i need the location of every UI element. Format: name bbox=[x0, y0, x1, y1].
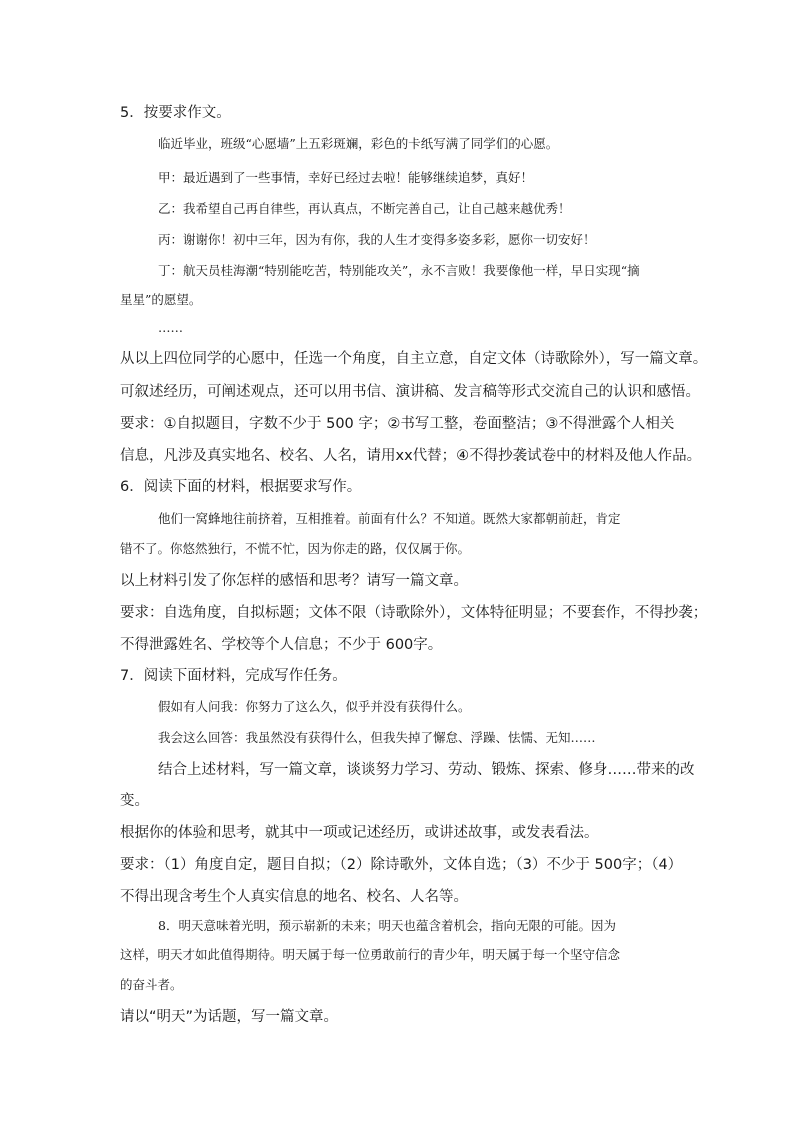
q7-requirement-line: 不得出现含考生个人真实信息的地名、校名、人名等。 bbox=[120, 889, 468, 905]
q5-instruction-line: 从以上四位同学的心愿中，任选一个角度，自主立意，自定文体（诗歌除外），写一篇文章。 bbox=[120, 351, 708, 367]
q5-requirement-line: 要求：①自拟题目，字数不少于 500 字；②书写工整，卷面整洁；③不得泄露个人相关 bbox=[120, 416, 675, 432]
q7-requirement-line: 要求：（1）角度自定，题目自拟；（2）除诗歌外，文体自选；（3）不少于 500字；（4） bbox=[120, 857, 683, 873]
q6-requirement-line: 不得泄露姓名、学校等个人信息；不少于 600字。 bbox=[120, 637, 443, 653]
q7-instruction-line: 变。 bbox=[120, 793, 149, 809]
q6-material-line: 他们一窝蜂地往前挤着，互相推着。前面有什么？不知道。既然大家都朝前赶，肯定 bbox=[158, 511, 621, 526]
q6-requirement-line: 要求：自选角度，自拟标题；文体不限（诗歌除外），文体特征明显；不要套作，不得抄袭； bbox=[120, 605, 708, 621]
q8-material-line: 的奋斗者。 bbox=[120, 977, 183, 992]
q7-instruction-line: 结合上述材料，写一篇文章，谈谈努力学习、劳动、锻炼、探索、修身……带来的改 bbox=[158, 762, 695, 778]
q8-material-line: 这样，明天才如此值得期待。明天属于每一位勇敢前行的青少年，明天属于每一个坚守信念 bbox=[120, 947, 621, 962]
q5-instruction-line: 可叙述经历，可阐述观点，还可以用书信、演讲稿、发言稿等形式交流自己的认识和感悟。 bbox=[120, 384, 700, 400]
q6-heading: 6．阅读下面的材料，根据要求写作。 bbox=[120, 479, 362, 495]
q5-material-line: 丁：航天员桂海潮“特别能吃苦，特别能攻关”，永不言败！我要像他一样，早日实现“摘 bbox=[158, 263, 640, 278]
q5-requirement-line: 信息，凡涉及真实地名、校名、人名，请用xx代替；④不得抄袭试卷中的材料及他人作品。 bbox=[120, 448, 702, 464]
q5-material-line: 星星”的愿望。 bbox=[120, 292, 202, 307]
q5-material-line: 临近毕业，班级“心愿墙”上五彩斑斓，彩色的卡纸写满了同学们的心愿。 bbox=[158, 136, 559, 151]
q5-material-line: 丙：谢谢你！初中三年，因为有你，我的人生才变得多姿多彩，愿你一切安好！ bbox=[158, 232, 596, 247]
q7-heading: 7．阅读下面材料，完成写作任务。 bbox=[120, 668, 347, 684]
q6-material-line: 错不了。你悠然独行，不慌不忙，因为你走的路，仅仅属于你。 bbox=[120, 541, 471, 556]
q7-material-line: 假如有人问我：你努力了这么久，似乎并没有获得什么。 bbox=[158, 699, 471, 714]
q5-heading: 5．按要求作文。 bbox=[120, 105, 231, 121]
q6-instruction-line: 以上材料引发了你怎样的感悟和思考？请写一篇文章。 bbox=[120, 573, 468, 589]
q5-material-line: 甲：最近遇到了一些事情，幸好已经过去啦！能够继续追梦，真好！ bbox=[158, 170, 534, 185]
q7-instruction-line: 根据你的体验和思考，就其中一项或记述经历，或讲述故事，或发表看法。 bbox=[120, 825, 599, 841]
q8-instruction-line: 请以“明天”为话题，写一篇文章。 bbox=[120, 1009, 339, 1025]
q5-material-line: 乙：我希望自己再自律些，再认真点，不断完善自己，让自己越来越优秀！ bbox=[158, 201, 571, 216]
q5-material-ellipsis: …… bbox=[158, 320, 183, 335]
q7-material-line: 我会这么回答：我虽然没有获得什么，但我失掉了懈怠、浮躁、怯懦、无知…… bbox=[158, 730, 596, 745]
q8-material-line: 8．明天意味着光明，预示崭新的未来；明天也蕴含着机会，指向无限的可能。因为 bbox=[158, 918, 616, 933]
